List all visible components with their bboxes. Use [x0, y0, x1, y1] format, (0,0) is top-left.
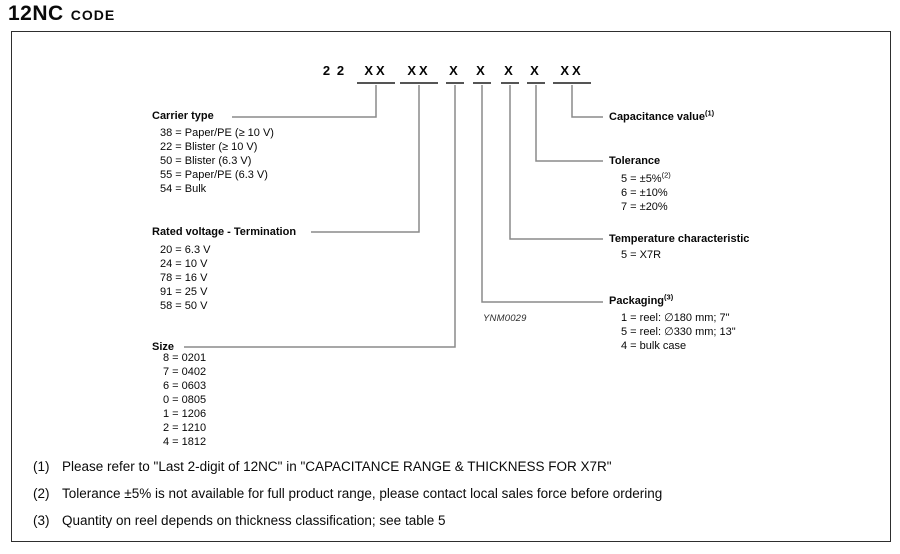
code-group-packaging: X [473, 63, 491, 84]
voltage-item: 24 = 10 V [160, 258, 208, 270]
page-title-main: 12NC [8, 2, 64, 25]
code-group-voltage: XX [400, 63, 438, 84]
footnote-text: Please refer to "Last 2-digit of 12NC" in "CAPACITANCE RANGE & THICKNESS FOR X7R" [62, 459, 612, 474]
packaging-title [609, 294, 673, 308]
footnote-text: Quantity on reel depends on thickness classification; see table 5 [62, 513, 446, 528]
temperature-items [621, 248, 661, 262]
carrier-item: 38 = Paper/PE (≥ 10 V) [160, 127, 274, 139]
carrier-type-title: Carrier type [152, 110, 214, 122]
capacitance-title-text: Capacitance value [609, 111, 705, 123]
page-title-sub: CODE [70, 7, 116, 23]
voltage-item: 20 = 6.3 V [160, 244, 211, 256]
page-title [8, 2, 115, 26]
tolerance-title: Tolerance [609, 155, 661, 167]
footnote-number: (2) [33, 486, 50, 501]
rated-voltage-items [160, 243, 210, 313]
carrier-item: 50 = Blister (6.3 V) [160, 155, 252, 167]
code-group-size: X [446, 63, 464, 84]
tolerance-items [621, 172, 671, 214]
voltage-item: 91 = 25 V [160, 286, 208, 298]
code-group-temperature: X [501, 63, 519, 84]
packaging-item: 4 = bulk case [621, 340, 687, 352]
carrier-item: 54 = Bulk [160, 183, 207, 195]
tolerance-item-text: 5 = ±5% [621, 173, 662, 185]
packaging-item: 5 = reel: ∅330 mm; 13" [621, 326, 736, 338]
packaging-items [621, 311, 736, 353]
tolerance-item: 6 = ±10% [621, 187, 668, 199]
code-group-tolerance: X [527, 63, 545, 84]
size-title: Size [152, 341, 175, 353]
packaging-footnote-ref: (3) [664, 292, 674, 302]
capacitance-footnote-ref: (1) [705, 108, 715, 118]
voltage-item: 58 = 50 V [160, 300, 208, 312]
footnote-text: Tolerance ±5% is not available for full product range, please contact local sales force before ordering [62, 486, 663, 501]
packaging-title-text: Packaging [609, 295, 665, 307]
footnote-number: (1) [33, 459, 50, 474]
carrier-item: 55 = Paper/PE (6.3 V) [160, 169, 268, 181]
size-item: 1 = 1206 [163, 408, 207, 420]
code-group-carrier: XX [357, 63, 395, 84]
size-item: 2 = 1210 [163, 422, 207, 434]
voltage-item: 78 = 16 V [160, 272, 208, 284]
carrier-item: 22 = Blister (≥ 10 V) [160, 141, 258, 153]
code-group-capacitance: XX [553, 63, 591, 84]
code-digit-fixed-2: 2 [336, 63, 348, 78]
figure-code-label: YNM0029 [483, 313, 527, 324]
size-item: 8 = 0201 [163, 352, 207, 364]
size-items [163, 351, 206, 449]
carrier-type-items [160, 126, 274, 196]
rated-voltage-title: Rated voltage - Termination [152, 226, 297, 238]
temperature-title: Temperature characteristic [609, 233, 750, 245]
tolerance-footnote-ref: (2) [661, 170, 671, 180]
size-item: 0 = 0805 [163, 394, 207, 406]
size-item: 7 = 0402 [163, 366, 207, 378]
size-item: 4 = 1812 [163, 436, 207, 448]
capacitance-title [609, 110, 714, 124]
temperature-item: 5 = X7R [621, 249, 662, 261]
size-item: 6 = 0603 [163, 380, 207, 392]
packaging-item: 1 = reel: ∅180 mm; 7" [621, 312, 730, 324]
tolerance-item [621, 172, 671, 186]
code-digit-fixed-1: 2 [322, 63, 334, 78]
footnote-number: (3) [33, 513, 50, 528]
tolerance-item: 7 = ±20% [621, 201, 668, 213]
